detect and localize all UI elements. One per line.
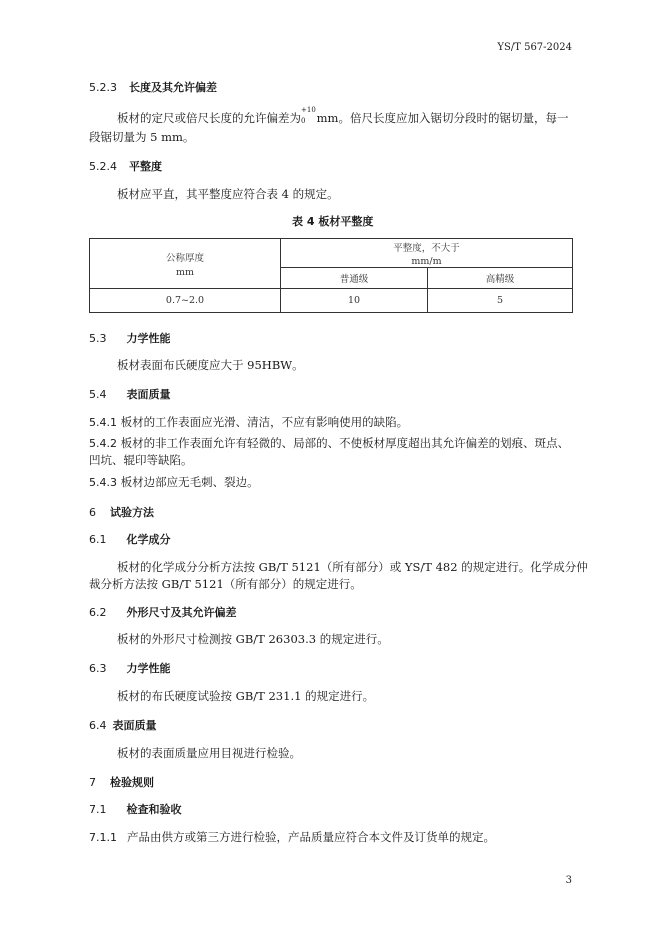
clause-text: 板材边部应无毛刺、裂边。 <box>120 475 259 489</box>
table-cell: 5 <box>428 289 573 313</box>
paragraph-7-1-1 <box>89 829 495 845</box>
heading-5-4 <box>89 386 171 402</box>
header-unit: mm <box>175 266 195 278</box>
text-run: mm。倍尺长度应加入锯切分段时的锯切量，每一 <box>313 111 569 125</box>
heading-7-1 <box>89 801 182 817</box>
paragraph-6-1-line1: 板材的化学成分分析方法按 GB/T 5121（所有部分）或 YS/T 482 的规定进行。化学成分仲 <box>117 560 588 574</box>
paragraph-6-4: 板材的表面质量应用目视进行检验。 <box>117 746 301 760</box>
heading-6-2 <box>89 604 237 620</box>
section-title: 长度及其允许偏差 <box>129 81 217 94</box>
header-cell-high: 高精级 <box>428 268 573 289</box>
heading-6 <box>89 504 154 520</box>
clause-text: 产品由供方或第三方进行检验，产品质量应符合本文件及订货单的规定。 <box>127 830 495 844</box>
section-number: 7.1 <box>89 803 107 816</box>
table-cell: 0.7~2.0 <box>90 289 281 313</box>
heading-5-2-4 <box>89 158 162 174</box>
section-number: 5.3 <box>89 332 107 345</box>
clause-text: 板材的工作表面应光滑、清洁，不应有影响使用的缺陷。 <box>120 415 409 429</box>
heading-7 <box>89 774 154 790</box>
table-title: 表 4 板材平整度 <box>292 215 374 228</box>
paragraph-6-1-line2: 裁分析方法按 GB/T 5121（所有部分）的规定进行。 <box>89 577 362 591</box>
paragraph-5-3: 板材表面布氏硬度应大于 95HBW。 <box>117 358 304 372</box>
paragraph-5-2-3-line1 <box>117 106 569 126</box>
section-title: 外形尺寸及其允许偏差 <box>126 606 237 619</box>
heading-5-3 <box>89 330 171 346</box>
table-cell: 10 <box>281 289 428 313</box>
section-title: 检查和验收 <box>126 803 182 816</box>
section-title: 平整度 <box>129 160 162 173</box>
section-number: 7 <box>89 776 96 789</box>
header-text: 平整度，不大于 <box>393 242 460 254</box>
heading-6-4 <box>89 717 157 733</box>
section-title: 试验方法 <box>110 506 154 519</box>
tolerance <box>301 106 316 125</box>
clause-text: 板材的非工作表面允许有轻微的、局部的、不使板材厚度超出其允许偏差的划痕、斑点、 <box>120 436 570 450</box>
heading-5-2-3 <box>89 79 217 95</box>
clause-number: 5.4.3 <box>89 476 117 489</box>
clause-number: 5.4.1 <box>89 416 117 429</box>
paragraph-6-3: 板材的布氏硬度试验按 GB/T 231.1 的规定进行。 <box>117 689 375 703</box>
section-title: 表面质量 <box>112 719 157 732</box>
flatness-table <box>89 238 573 313</box>
header-cell-flatness <box>281 239 573 268</box>
section-title: 化学成分 <box>126 533 171 546</box>
section-number: 6.4 <box>89 719 107 732</box>
paragraph-5-4-3 <box>89 474 259 490</box>
paragraph-5-4-2-line1 <box>89 435 569 451</box>
section-number: 6.1 <box>89 533 107 546</box>
tolerance-upper: +10 <box>301 106 316 114</box>
header-cell-thickness <box>90 239 281 289</box>
clause-number: 7.1.1 <box>89 831 117 844</box>
section-number: 6.2 <box>89 606 107 619</box>
standard-number: YS/T 567-2024 <box>497 42 572 53</box>
section-title: 检验规则 <box>110 776 154 789</box>
paragraph-5-4-2-line2: 凹坑、辊印等缺陷。 <box>89 453 193 467</box>
paragraph-5-2-4: 板材应平直，其平整度应符合表 4 的规定。 <box>117 187 339 201</box>
page-number: 3 <box>565 875 572 886</box>
section-number: 6 <box>89 506 96 519</box>
tolerance-lower: 0 <box>301 117 306 125</box>
section-title: 力学性能 <box>126 332 171 345</box>
heading-6-1 <box>89 531 171 547</box>
section-number: 5.2.4 <box>89 160 117 173</box>
paragraph-5-2-3-line2: 段锯切量为 5 mm。 <box>89 130 195 144</box>
clause-number: 5.4.2 <box>89 437 117 450</box>
section-number: 5.2.3 <box>89 81 117 94</box>
paragraph-6-2: 板材的外形尺寸检测按 GB/T 26303.3 的规定进行。 <box>117 632 389 646</box>
section-title: 力学性能 <box>126 662 171 675</box>
header-text: 公称厚度 <box>165 252 204 264</box>
heading-6-3 <box>89 660 171 676</box>
header-unit: mm/m <box>411 255 442 267</box>
header-cell-normal: 普通级 <box>281 268 428 289</box>
paragraph-5-4-1 <box>89 414 408 430</box>
text-run: 板材的定尺或倍尺长度的允许偏差为 <box>117 111 301 125</box>
section-title: 表面质量 <box>126 388 171 401</box>
section-number: 6.3 <box>89 662 107 675</box>
section-number: 5.4 <box>89 388 107 401</box>
